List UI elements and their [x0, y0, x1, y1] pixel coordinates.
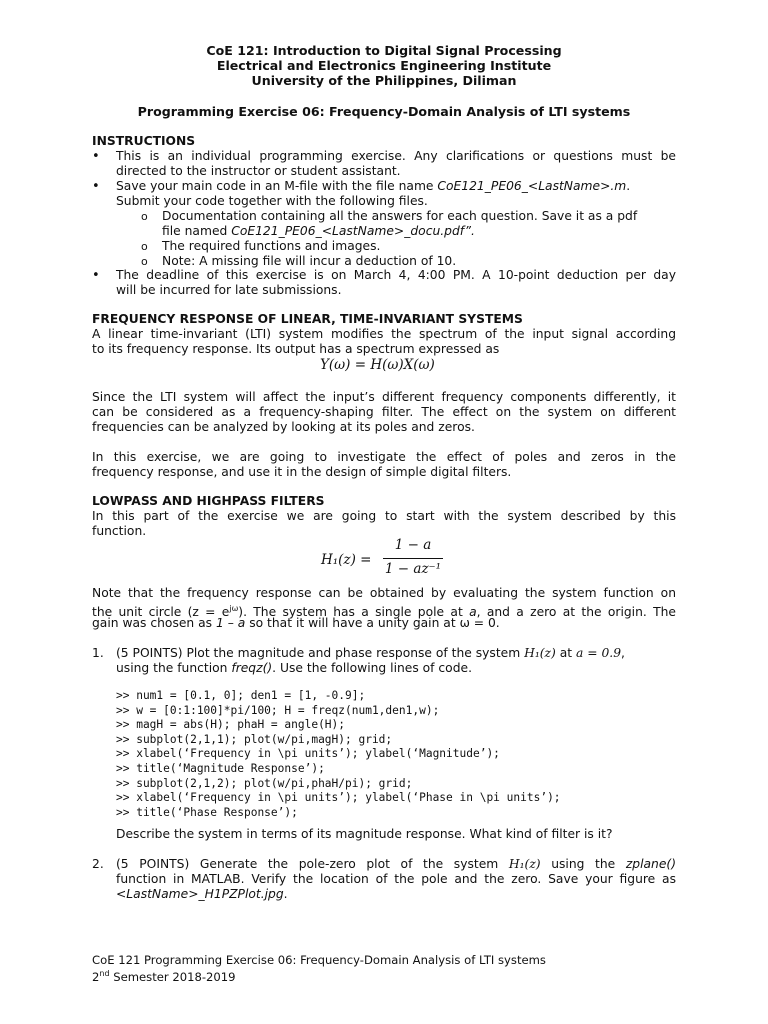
filters-p1-line-1: In this part of the exercise we are going to start with the system described by this [92, 509, 676, 523]
output-spectrum-equation: Y(ω) = H(ω)X(ω) [320, 357, 435, 373]
question-1-describe: Describe the system in terms of its magnitude response. What kind of filter is it? [116, 827, 613, 841]
system-function-numerator: 1 − a [394, 537, 432, 553]
fraction-bar [383, 558, 443, 559]
question-1-number: 1. [92, 646, 104, 660]
question-2-line-1: (5 POINTS) Generate the pole-zero plot of the system H₁(z) using the zplane() [116, 857, 676, 871]
freq-p2-line-3: frequencies can be analyzed by looking at its poles and zeros. [92, 420, 475, 434]
code-line: >> subplot(2,1,1); plot(w/pi,magH); grid; [116, 732, 393, 746]
system-function-lhs: H₁(z) = [321, 552, 372, 568]
code-line: >> xlabel(‘Frequency in \pi units’); ylabel(‘Phase in \pi units’); [116, 791, 561, 805]
filters-p2-line-2: the unit circle $(z = e^{j\omega})$. The system has a single pole at a, and a zero at the origin. The [92, 604, 676, 620]
institute-name: Electrical and Electronics Engineering Institute [216, 58, 552, 73]
course-title: CoE 121: Introduction to Digital Signal Processing [206, 43, 562, 58]
question-1-line-2: using the function freqz(). Use the following lines of code. [116, 661, 472, 675]
exercise-title: Programming Exercise 06: Frequency-Domain Analysis of LTI systems [137, 104, 631, 119]
freq-section-heading: FREQUENCY RESPONSE OF LINEAR, TIME-INVARIANT SYSTEMS [92, 312, 523, 326]
filters-p1-line-2: function. [92, 524, 147, 538]
freq-p3-line-2: frequency response, and use it in the design of simple digital filters. [92, 465, 512, 479]
code-line: >> num1 = [0.1, 0]; den1 = [1, -0.9]; [116, 689, 366, 702]
bullet-icon: • [92, 268, 100, 283]
footer-title: CoE 121 Programming Exercise 06: Frequency-Domain Analysis of LTI systems [92, 953, 546, 967]
instruction-1-line-2: directed to the instructor or student assistant. [116, 164, 401, 178]
subinstruction-3: Note: A missing file will incur a deduction of 10. [162, 254, 457, 268]
bullet-icon: • [92, 149, 100, 164]
instruction-3-line-2: will be incurred for late submissions. [116, 283, 342, 297]
university-name: University of the Philippines, Diliman [251, 73, 517, 88]
question-1-line-1: (5 POINTS) Plot the magnitude and phase response of the system H₁(z) at a = 0.9, [116, 646, 625, 660]
filters-p2-line-1: Note that the frequency response can be obtained by evaluating the system function on [92, 586, 676, 600]
subinstruction-1-line-2: file named CoE121_PE06_<LastName>_docu.pdf”. [162, 224, 475, 238]
code-line: >> title(‘Phase Response’); [116, 805, 298, 819]
question-2-number: 2. [92, 857, 104, 871]
instruction-1-line-1: This is an individual programming exercise. Any clarifications or questions must be [116, 149, 676, 163]
subinstruction-1-line-1: Documentation containing all the answers for each question. Save it as a pdf [162, 209, 638, 223]
instruction-2-line-1: Save your main code in an M-file with the file name CoE121_PE06_<LastName>.m. [116, 179, 631, 193]
instructions-heading: INSTRUCTIONS [92, 134, 196, 148]
freq-p1-line-1: A linear time-invariant (LTI) system modifies the spectrum of the input signal according [92, 327, 676, 341]
freq-p3-line-1: In this exercise, we are going to investigate the effect of poles and zeros in the [92, 450, 676, 464]
sub-bullet-icon: o [141, 210, 148, 223]
freq-p1-line-2: to its frequency response. Its output has a spectrum expressed as [92, 342, 500, 356]
instruction-3-line-1: The deadline of this exercise is on March 4, 4:00 PM. A 10-point deduction per day [116, 268, 676, 282]
question-2-line-2: function in MATLAB. Verify the location of the pole and the zero. Save your figure as [116, 872, 676, 886]
system-function-denominator: 1 − az⁻¹ [384, 561, 442, 577]
bullet-icon: • [92, 179, 100, 194]
question-2-line-3: <LastName>_H1PZPlot.jpg. [116, 887, 288, 901]
freq-p2-line-2: can be considered as a frequency-shaping filter. The effect on the system on different [92, 405, 676, 419]
code-line: >> xlabel(‘Frequency in \pi units’); ylabel(‘Magnitude’); [116, 747, 500, 761]
instruction-2-line-2: Submit your code together with the following files. [116, 194, 428, 208]
filters-section-heading: LOWPASS AND HIGHPASS FILTERS [92, 494, 325, 508]
sub-bullet-icon: o [141, 240, 148, 253]
code-line: >> magH = abs(H); phaH = angle(H); [116, 718, 346, 732]
footer-semester: 2nd Semester 2018-2019 [92, 969, 236, 984]
sub-bullet-icon: o [141, 255, 148, 268]
freq-p2-line-1: Since the LTI system will affect the input’s different frequency components differently, it [92, 390, 676, 404]
code-line: >> w = [0:1:100]*pi/100; H = freqz(num1,den1,w); [116, 703, 440, 717]
filters-p2-line-3: gain was chosen as 1 – a so that it will have a unity gain at ω = 0. [92, 616, 500, 630]
subinstruction-2: The required functions and images. [162, 239, 381, 253]
code-line: >> title(‘Magnitude Response’); [116, 762, 325, 775]
code-line: >> subplot(2,1,2); plot(w/pi,phaH/pi); grid; [116, 776, 413, 790]
